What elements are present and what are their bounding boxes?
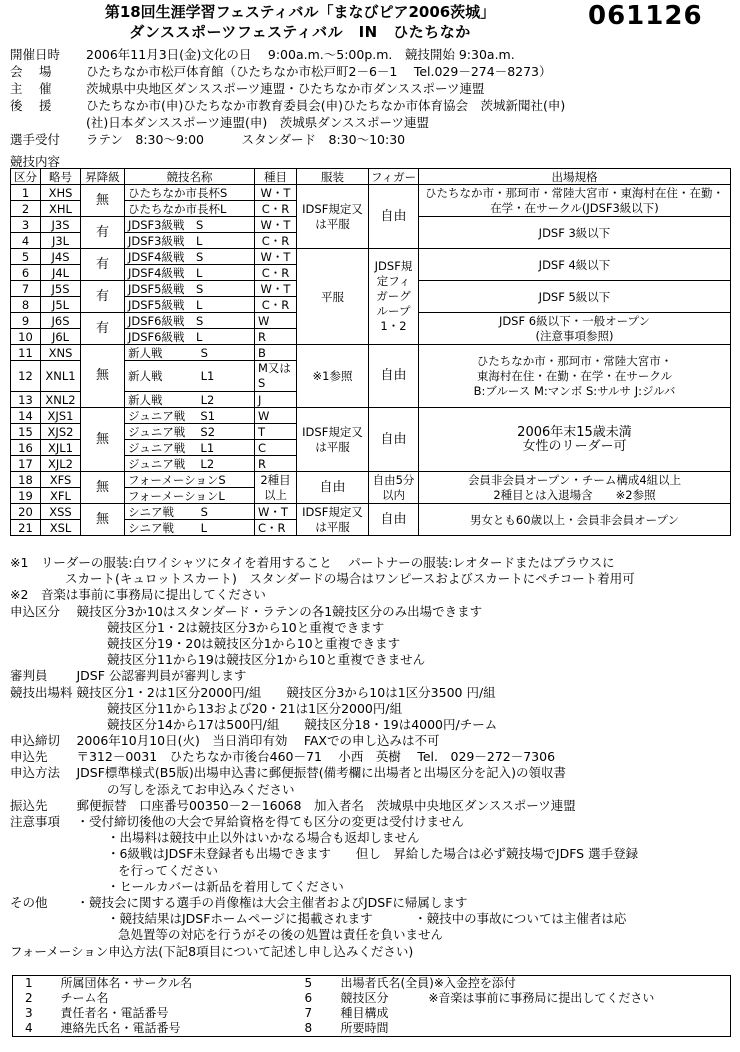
title-line-1: 第18回生涯学習フェスティバル「まなびピア2006茨城」 [104,3,496,21]
cell-no: 10 [11,329,41,345]
cell-name: ジュニア戦 L2 [125,456,255,472]
table-row [11,408,731,424]
table-header-row [11,169,731,185]
cell-code: XJS1 [41,408,81,424]
cell-event: R [255,456,297,472]
cell-event: C・R [255,201,297,217]
cell-name: JDSF6級戦 L [125,329,255,345]
info-key: 主 催 [10,81,52,96]
info-row [10,63,738,80]
spec-line: 2種目とは入退場含 ※2参照 [493,487,656,502]
cell-spec: JDSF 3級以下 [419,217,731,249]
cell-no: 20 [11,504,41,520]
cell-spec [419,345,731,408]
cell-event: C・R [255,265,297,281]
info-key: 後 援 [10,98,52,113]
header-cell: 出場規格 [419,169,731,185]
cell-event: C [255,440,297,456]
table-row [11,249,731,265]
cell-name: ジュニア戦 L1 [125,440,255,456]
cell-updown: 無 [81,185,125,217]
cell-updown: 無 [81,472,125,504]
info-value: ひたちなか市松戸体育館（ひたちなか市松戸町2－6－1 Tel.029－274－8273） [86,64,552,79]
cell-name: ジュニア戦 S1 [125,408,255,424]
cell-spec: 男女とも60歳以上・会員非会員オープン [419,504,731,536]
cell-event: W・T [255,504,297,520]
formation-heading: フォーメーション申込方法(下記8項目について記述し申し込みください) [10,943,414,959]
table-row [11,345,731,361]
form-item-label: チーム名 [60,991,109,1005]
cell-code: J6S [41,313,81,329]
form-item-no: 1 [25,976,33,990]
cell-figure: 自由5分以内 [369,472,419,504]
cell-figure: 自由 [369,504,419,536]
cell-no: 4 [11,233,41,249]
note-line: その他 ・競技会に関する選手の肖像権は大会主催者およびJDSFに帰属します [10,894,468,910]
cell-name: JDSF5級戦 S [125,281,255,297]
cell-event: W [255,408,297,424]
document-header [0,2,600,42]
cell-name: 新人戦 L2 [125,392,255,408]
cell-event: M又はS [255,361,297,392]
cell-name: JDSF3級戦 L [125,233,255,249]
cell-no: 21 [11,520,41,536]
note-line: ・ヒールカバーは新品を着用してください [107,878,344,894]
title-line-2: ダンススポーツフェスティバル IN ひたちなか [129,23,471,41]
event-info [10,46,738,148]
cell-no: 12 [11,361,41,392]
cell-name: シニア戦 L [125,520,255,536]
form-item-no: 2 [25,991,33,1005]
info-value: 茨城県中央地区ダンススポーツ連盟・ひたちなか市ダンススポーツ連盟 [86,81,485,96]
cell-no: 19 [11,488,41,504]
header-cell: 昇降級 [81,169,125,185]
cell-updown: 有 [81,217,125,249]
section-label: 競技内容 [10,154,61,169]
cell-updown: 有 [81,249,125,281]
notes-section [10,555,738,960]
header-cell: 競技名称 [125,169,255,185]
document-code: 061126 [588,1,703,31]
cell-event: C・R [255,297,297,313]
form-item-label: 種目構成 [340,1006,389,1020]
cell-dress: IDSF規定又は平服 [297,504,369,536]
note-line: 申込締切 2006年10月10日(火) 当日消印有効 FAXでの申し込みは不可 [10,733,440,749]
cell-name: ひたちなか市長杯S [125,185,255,201]
cell-code: J6L [41,329,81,345]
header-cell: 区分 [11,169,41,185]
note-line: 競技区分11から13および20・21は1区分2000円/組 [107,700,403,716]
cell-figure: 自由 [369,408,419,472]
cell-updown: 有 [81,313,125,345]
note-line: 申込区分 競技区分3か10はスタンダード・ラテンの各1競技区分のみ出場できます [10,603,483,619]
cell-code: XHS [41,185,81,201]
cell-spec: ひたちなか市・那珂市・常陸大宮市・東海村在住・在勤・在学・在サークル(JDSF3級以下) [419,185,731,217]
cell-code: J4L [41,265,81,281]
spec-line: 2006年末15歳未満 [517,424,632,440]
cell-no: 11 [11,345,41,361]
cell-spec: JDSF 5級以下 [419,281,731,313]
cell-event: 2種目以上 [255,472,297,504]
cell-no: 9 [11,313,41,329]
cell-name: ジュニア戦 S2 [125,424,255,440]
cell-updown: 無 [81,345,125,408]
form-item-no: 7 [304,1006,313,1020]
cell-no: 3 [11,217,41,233]
info-row [10,114,738,131]
table-row [11,472,731,488]
cell-event: W・T [255,185,297,201]
cell-dress: ※1参照 [297,345,369,408]
form-item-label: 責任者名・電話番号 [60,1006,169,1020]
info-row [10,80,738,97]
cell-event: W・T [255,217,297,233]
cell-code: XJS2 [41,424,81,440]
cell-code: XJL2 [41,456,81,472]
cell-event: T [255,424,297,440]
header-cell: 種目 [255,169,297,185]
note-line: 注意事項 ・受付締切後他の大会で昇給資格を得ても区分の変更は受付けません [10,814,464,829]
spec-line: JDSF 6級以下・一般オープン [498,313,651,328]
cell-code: J5L [41,297,81,313]
form-item-no: 4 [25,1021,33,1035]
note-line: 審判員 JDSF 公認審判員が審判します [10,668,247,684]
note-line: 競技出場料 競技区分1・2は1区分2000円/組 競技区分3から10は1区分3500 円/組 [10,684,496,700]
cell-no: 17 [11,456,41,472]
note-line: ※1 リーダーの服装:白ワイシャツにタイを着用すること パートナーの服装:レオタードまたはブラウスに [10,555,615,570]
cell-no: 13 [11,392,41,408]
cell-code: XJL1 [41,440,81,456]
cell-code: J5S [41,281,81,297]
cell-name: JDSF6級戦 S [125,313,255,329]
cell-no: 16 [11,440,41,456]
cell-updown: 有 [81,281,125,313]
cell-name: 新人戦 L1 [125,361,255,392]
cell-code: XSS [41,504,81,520]
table-row [11,185,731,201]
info-key: 会 場 [10,64,52,79]
note-line: スカート(キュロットスカート) スタンダードの場合はワンピースおよびスカートにペチコート着用可 [65,571,635,587]
info-key: 選手受付 [10,132,61,147]
spec-line: (注意事項参照) [535,328,614,343]
cell-dress: 自由 [297,472,369,504]
cell-no: 8 [11,297,41,313]
cell-code: J4S [41,249,81,265]
spec-line: ひたちなか市・那珂市・常陸大宮市・ [476,353,673,368]
cell-dress: IDSF規定又は平服 [297,185,369,249]
note-line: 競技区分11から19は競技区分1から10と重複できません [107,652,426,668]
cell-name: フォーメーションS [125,472,255,488]
info-value: 2006年11月3日(金)文化の日 9:00a.m.～5:00p.m. 競技開始 9:30a.m. [86,47,515,62]
form-row [13,976,731,992]
spec-line: 東海村在住・在勤・在学・在サークル [476,368,673,383]
info-value: (社)日本ダンススポーツ連盟(申) 茨城県ダンススポーツ連盟 [86,115,430,130]
form-item-label: 出場者氏名(全員)※入金控を添付 [340,976,516,990]
form-row [13,1006,731,1021]
cell-name: 新人戦 S [125,345,255,361]
cell-spec: JDSF 4級以下 [419,249,731,281]
header-cell: 服装 [297,169,369,185]
form-item-label: 連絡先氏名・電話番号 [60,1021,181,1035]
cell-event: R [255,329,297,345]
cell-dress: IDSF規定又は平服 [297,408,369,472]
spec-line: 女性のリーダー可 [522,438,627,454]
form-row [13,1021,731,1037]
note-line: の写しを添えてお申込みください [107,781,295,797]
form-item-label: 競技区分 ※音楽は事前に事務局に提出してください [340,991,655,1005]
cell-no: 1 [11,185,41,201]
cell-no: 18 [11,472,41,488]
cell-name: ひたちなか市長杯L [125,201,255,217]
cell-no: 14 [11,408,41,424]
info-value: ひたちなか市(申)ひたちなか市教育委員会(申)ひたちなか市体育協会 茨城新聞社(申) [86,98,566,113]
cell-name: フォーメーションL [125,488,255,504]
cell-event: W [255,313,297,329]
cell-code: XFL [41,488,81,504]
form-item-no: 6 [304,991,313,1005]
form-item-no: 3 [25,1006,33,1020]
cell-spec [419,472,731,504]
header-cell: フィガー [369,169,419,185]
cell-code: XHL [41,201,81,217]
cell-event: W・T [255,281,297,297]
info-key: 開催日時 [10,47,61,62]
competition-table [10,168,731,536]
form-item-no: 8 [304,1021,313,1035]
note-line: ・競技結果はJDSFホームページに掲載されます ・競技中の事故については主催者は応 [107,911,627,927]
info-row [10,131,738,148]
cell-code: XFS [41,472,81,488]
note-line: ・6級戦はJDSF未登録者も出場できます 但し 昇給した場合は必ず競技場でJDFS 選手登録 [107,846,639,862]
cell-event: B [255,345,297,361]
cell-no: 15 [11,424,41,440]
cell-figure: 自由 [369,185,419,249]
cell-code: J3S [41,217,81,233]
cell-code: J3L [41,233,81,249]
note-line: を行ってください [118,862,219,878]
cell-no: 2 [11,201,41,217]
cell-no: 5 [11,249,41,265]
cell-no: 6 [11,265,41,281]
table-row [11,504,731,520]
cell-name: JDSF4級戦 S [125,249,255,265]
cell-code: XNL2 [41,392,81,408]
cell-code: XSL [41,520,81,536]
header-cell: 略号 [41,169,81,185]
cell-name: シニア戦 S [125,504,255,520]
cell-spec [419,408,731,472]
form-item-no: 5 [304,976,313,990]
spec-line: B:ブルース M:マンボ S:サルサ J:ジルバ [473,383,676,398]
note-line: 競技区分14から17は500円/組 競技区分18・19は4000円/チーム [107,716,498,732]
form-item-label: 所属団体名・サークル名 [60,976,193,990]
cell-event: J [255,392,297,408]
form-item-label: 所要時間 [340,1021,389,1035]
cell-name: JDSF4級戦 L [125,265,255,281]
info-key [10,114,86,131]
note-line: ・出場料は競技中止以外はいかなる場合も返却しません [107,830,420,846]
cell-event: C・R [255,233,297,249]
cell-dress: 平服 [297,249,369,345]
cell-spec [419,313,731,345]
cell-code: XNL1 [41,361,81,392]
cell-figure: JDSF規定フィガーグループ1・2 [369,249,419,345]
note-line: 申込方法 JDSF標準様式(B5版)出場申込書に郵便振替(備考欄に出場者と出場区分を記入)の領収書 [10,765,566,781]
cell-event: C・R [255,520,297,536]
info-value: ラテン 8:30～9:00 スタンダード 8:30～10:30 [86,132,406,147]
formation-form-items [12,975,731,1037]
cell-figure: 自由 [369,345,419,408]
info-row [10,97,738,114]
spec-line: 会員非会員オープン・チーム構成4組以上 [467,472,682,487]
cell-name: JDSF3級戦 S [125,217,255,233]
cell-no: 7 [11,281,41,297]
cell-updown: 無 [81,408,125,472]
note-line: 競技区分19・20は競技区分1から10と重複できます [107,635,401,651]
note-line: 振込先 郵便振替 口座番号00350－2－16068 加入者名 茨城県中央地区ダンススポーツ連盟 [10,797,576,813]
info-row [10,46,738,63]
cell-updown: 無 [81,504,125,536]
cell-event: W・T [255,249,297,265]
note-line: 急処置等の対応を行うがその後の処置は責任を負いません [118,927,444,943]
cell-code: XNS [41,345,81,361]
note-line: 申込先 〒312－0031 ひたちなか市後台460－71 小西 英樹 Tel. 029－272－7306 [10,749,556,765]
note-line: 競技区分1・2は競技区分3から10と重複できます [107,619,385,635]
form-row [13,991,731,1006]
note-line: ※2 音楽は事前に事務局に提出してください [10,587,266,603]
cell-name: JDSF5級戦 L [125,297,255,313]
